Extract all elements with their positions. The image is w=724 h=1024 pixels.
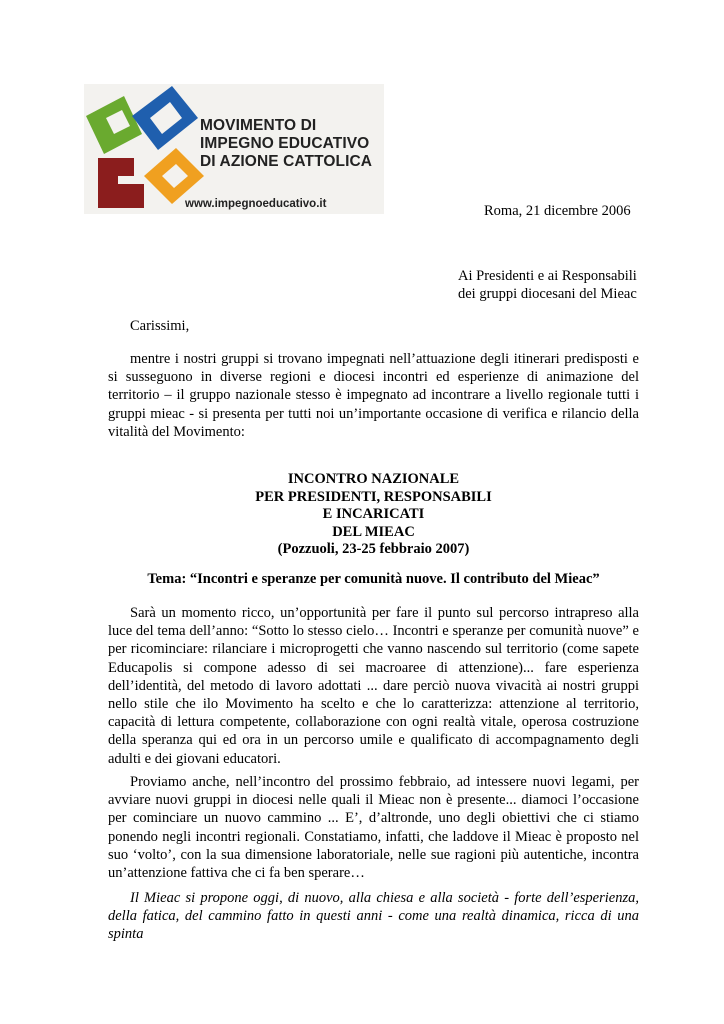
event-theme: Tema: “Incontri e speranze per comunità nuove. Il contributo del Mieac” bbox=[147, 571, 600, 587]
event-heading-line: (Pozzuoli, 23-25 febbraio 2007) bbox=[277, 541, 470, 557]
paragraph-intro: mentre i nostri gruppi si trovano impegnati nell’attuazione degli itinerari predisposti e si susseguono in diverse regioni e diocesi incontri ed esperienze di animazione del territorio – il gruppo nazionale stesso è impegnato ad incontrare a livello regionale tutti i gruppi mieac - si presenta per tutti noi un’importante occasione di verifica e rilancio della vitalità del Movimento: bbox=[108, 351, 639, 440]
addressee-line: dei gruppi diocesani del Mieac bbox=[458, 286, 637, 302]
event-heading-line: PER PRESIDENTI, RESPONSABILI bbox=[255, 488, 492, 505]
letter-date: Roma, 21 dicembre 2006 bbox=[484, 203, 631, 219]
paragraph-moment: Sarà un momento ricco, un’opportunità per fare il punto sul percorso intrapreso alla luce del tema dell’anno: “Sotto lo stesso cielo… Incontri e speranze per comunità nuove” e per ricominciare: rilanciare i microprogetti che vanno nascendo sul territorio (come sapete Educapolis si compone adesso di sei macroaree di attenzione)... fare esperienza dell’identità, del metodo di lavoro adottati ... dare perciò nuova vivacità ai nostri gruppi nello stile che ilo Movimento ha scelto e che lo caratterizza: attenzione al territorio, capacità di lettura competente, collaborazione con ogni realtà vitale, operosa costruzione della speranza qui ed ora in un percorso umile e qualificato di accompagnamento degli adulti e dei giovani educatori. bbox=[108, 605, 639, 767]
mieac-logo bbox=[84, 84, 384, 214]
logo-title-line: DI AZIONE CATTOLICA bbox=[200, 153, 373, 170]
event-heading-line: INCONTRO NAZIONALE bbox=[287, 471, 460, 487]
paragraph-new-groups: Proviamo anche, nell’incontro del prossimo febbraio, ad intessere nuovi legami, per avviare nuovi gruppi in diocesi nelle quali il Mieac non è presente... diamoci l’occasione per cominciare un nuovo cammino ... E’, d’altronde, uno degli obiettivi che ci stiamo ponendo negli incontri regionali. Constatiamo, infatti, che laddove il Mieac è proposto nel suo ‘volto’, con la sua dimensione laboratoriale, nelle sue ragioni più autentiche, incontra un’attenzione fattiva che ci fa ben sperare… bbox=[108, 774, 639, 882]
addressee-line: Ai Presidenti e ai Responsabili bbox=[458, 268, 637, 284]
logo-website: www.impegnoeducativo.it bbox=[185, 198, 327, 210]
event-heading bbox=[108, 471, 639, 559]
paragraph-mieac-proposal: Il Mieac si propone oggi, di nuovo, alla chiesa e alla società - forte dell’esperienza, della fatica, del cammino fatto in questi anni - come una realtà dinamica, ricca di una spinta bbox=[108, 890, 639, 943]
logo-red-shape bbox=[98, 158, 144, 208]
salutation: Carissimi, bbox=[130, 318, 190, 334]
logo-title-line: IMPEGNO EDUCATIVO bbox=[200, 135, 370, 152]
logo-title bbox=[200, 117, 372, 171]
logo-title-line: MOVIMENTO DI bbox=[200, 117, 317, 134]
event-heading-line: DEL MIEAC bbox=[332, 523, 415, 540]
event-heading-line: E INCARICATI bbox=[322, 506, 425, 522]
addressee-block bbox=[458, 267, 637, 303]
